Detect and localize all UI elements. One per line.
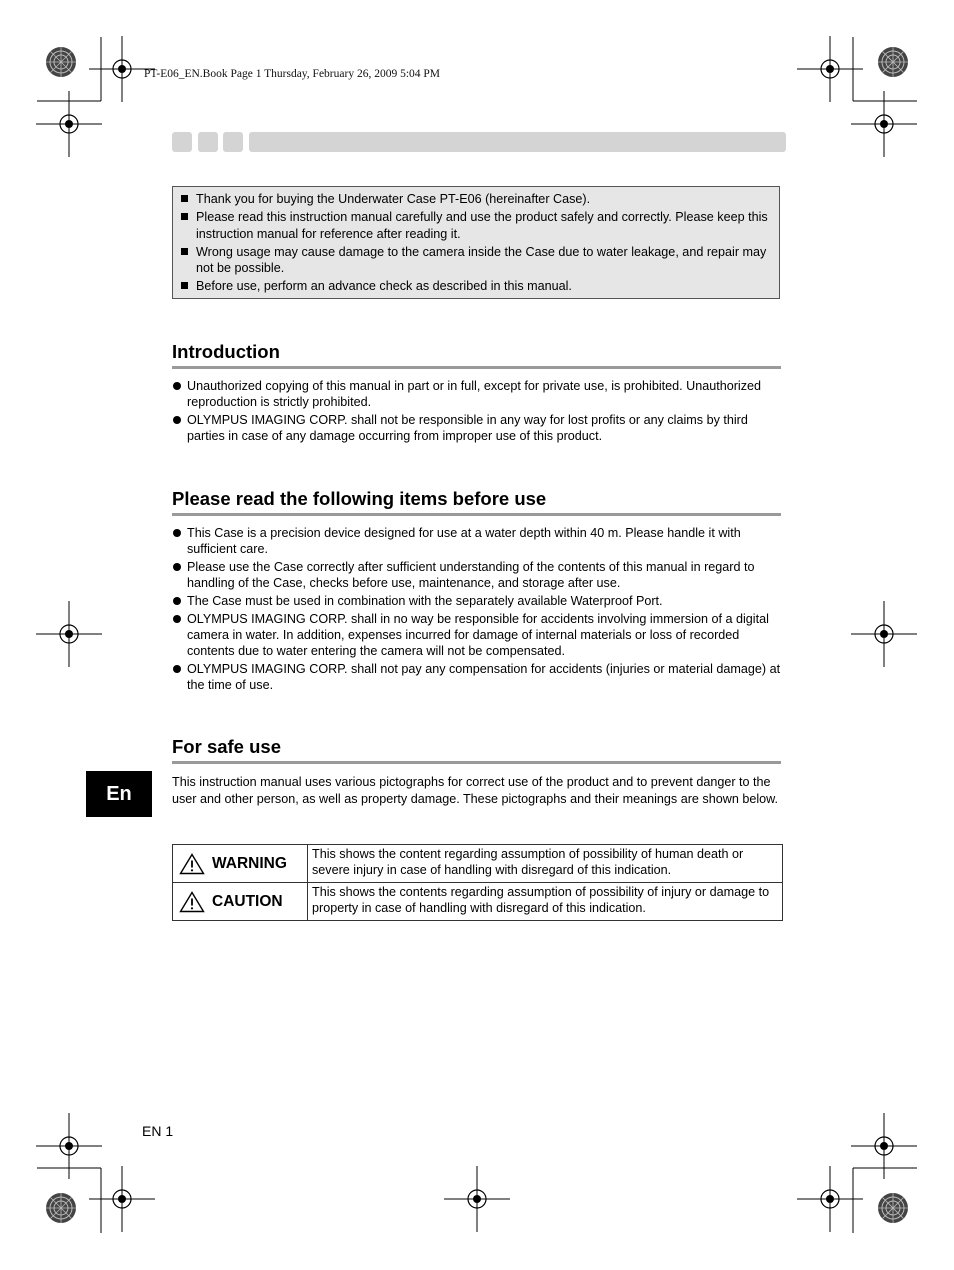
notice-item: Thank you for buying the Underwater Case PT-E06 (hereinafter Case). [181,191,771,208]
table-row [173,883,783,921]
language-tab: En [86,771,152,817]
list-item: OLYMPUS IMAGING CORP. shall not pay any compensation for accidents (injuries or material damage) at the time of use. [172,661,782,693]
warning-triangle-icon [179,853,205,875]
header-bar [249,132,786,152]
caution-label: CAUTION [212,892,283,910]
caution-label-cell [173,883,308,921]
header-block [172,132,192,152]
section-rule [172,366,781,369]
warning-label: WARNING [212,854,287,872]
pictograph-table [172,844,783,921]
warning-label-cell [173,845,308,883]
please-read-heading: Please read the following items before use [172,488,547,509]
list-item: OLYMPUS IMAGING CORP. shall not be responsible in any way for lost profits or any claims by third parties in case of any damage occurring from improper use of this product. [172,412,782,444]
list-item: This Case is a precision device designed for use at a water depth within 40 m. Please handle it with sufficient care. [172,525,782,557]
notice-item: Please read this instruction manual carefully and use the product safely and correctly. Please keep this instruction manual for reference after reading it. [181,209,771,242]
header-block [198,132,218,152]
list-item: Unauthorized copying of this manual in part or in full, except for private use, is prohibited. Unauthorized reproduction is strictly prohibited. [172,378,782,410]
notice-box [172,186,780,299]
page-number: EN 1 [142,1123,174,1139]
section-rule [172,513,781,516]
please-read-list [172,525,782,695]
list-item: The Case must be used in combination with the separately available Waterproof Port. [172,593,782,609]
introduction-list [172,378,782,446]
print-header-line: PT-E06_EN.Book Page 1 Thursday, February 26, 2009 5:04 PM [144,68,441,80]
safe-use-heading: For safe use [172,736,281,757]
notice-item: Before use, perform an advance check as described in this manual. [181,278,771,295]
safe-use-paragraph: This instruction manual uses various pictographs for correct use of the product and to prevent danger to the user and other person, as well as property damage. These pictographs and their meanings are shown below. [172,775,779,806]
caution-description: This shows the contents regarding assumption of possibility of injury or damage to property in case of handling with disregard of this indication. [308,883,783,921]
notice-item: Wrong usage may cause damage to the camera inside the Case due to water leakage, and repair may not be possible. [181,244,771,277]
introduction-heading: Introduction [172,341,280,362]
list-item: Please use the Case correctly after sufficient understanding of the contents of this manual in regard to handling of the Case, checks before use, maintenance, and storage after use. [172,559,782,591]
warning-description: This shows the content regarding assumption of possibility of human death or severe injury in case of handling with disregard of this indication. [308,845,783,883]
section-rule [172,761,781,764]
list-item: OLYMPUS IMAGING CORP. shall in no way be responsible for accidents involving immersion of a digital camera in water. In addition, expenses incurred for damage of internal materials or loss of recorded contents due to water entering the camera will not be compensated. [172,611,782,659]
warning-triangle-icon [179,891,205,913]
table-row [173,845,783,883]
header-block [223,132,243,152]
